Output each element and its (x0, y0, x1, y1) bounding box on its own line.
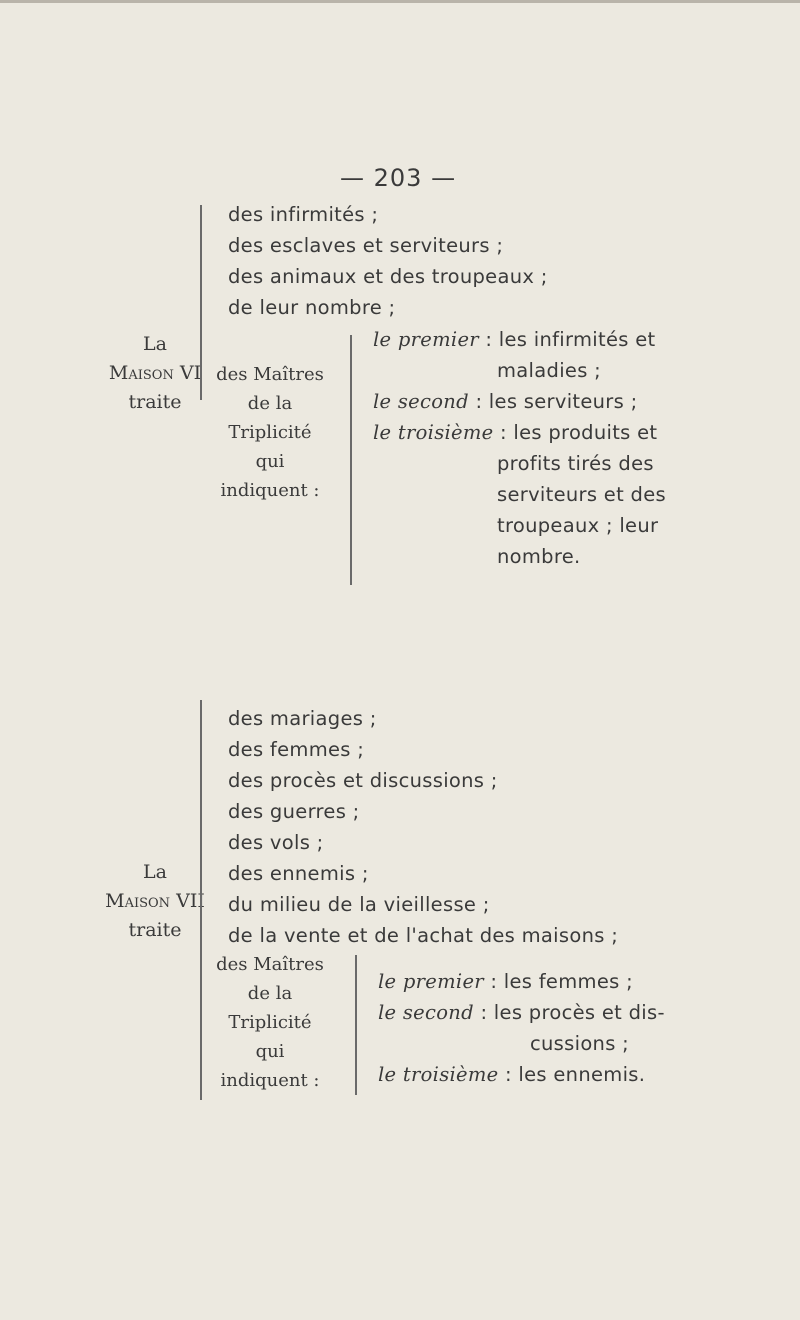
side-label-line: La (143, 861, 167, 883)
section-vi-rulers-brace (350, 335, 352, 585)
section-vii-item: des guerres ; (228, 800, 360, 823)
side-label-house: Maison VII (105, 890, 205, 912)
section-vi-item: des esclaves et serviteurs ; (228, 234, 504, 257)
section-vii-item: des ennemis ; (228, 862, 369, 885)
section-vii-ruler-second (378, 998, 665, 1028)
section-vi-ruler-continuation: maladies ; (497, 359, 602, 382)
section-vi-item: de leur nombre ; (228, 296, 396, 319)
section-vii-rulers-brace (355, 955, 357, 1095)
section-vii-ruler-first (378, 967, 633, 997)
section-vii-item: du milieu de la vieillesse ; (228, 893, 490, 916)
ruler-label: le second (378, 1001, 474, 1024)
section-vii-masters (200, 950, 340, 1095)
section-vii-item: des procès et discussions ; (228, 769, 498, 792)
section-vi-item: des animaux et des troupeaux ; (228, 265, 548, 288)
ruler-label: le premier (378, 970, 484, 993)
section-vi-masters (200, 360, 340, 505)
side-label-house: Maison VI (108, 362, 202, 384)
ruler-label: le troisième (373, 421, 494, 444)
masters-line: de la (247, 393, 293, 414)
section-vi-ruler-third (373, 418, 657, 448)
masters-line: Triplicité (228, 1012, 312, 1033)
ruler-text: : les ennemis. (505, 1063, 646, 1086)
ruler-label: le second (373, 390, 469, 413)
page-top-edge (0, 0, 800, 3)
masters-line: de la (247, 983, 293, 1004)
section-vi-ruler-continuation: profits tirés des (497, 452, 654, 475)
masters-line: des Maîtres (216, 954, 324, 975)
ruler-label: le premier (373, 328, 479, 351)
page-number: — 203 — (340, 164, 457, 192)
section-vi-ruler-second (373, 387, 637, 417)
ruler-label: le troisième (378, 1063, 499, 1086)
masters-line: indiquent : (220, 480, 320, 501)
masters-line: qui (255, 1041, 285, 1062)
ruler-text: : les femmes ; (490, 970, 633, 993)
masters-line: Triplicité (228, 422, 312, 443)
ruler-text: : les serviteurs ; (475, 390, 638, 413)
section-vii-ruler-continuation: cussions ; (530, 1032, 630, 1055)
section-vi-ruler-first (373, 325, 655, 355)
section-vi-ruler-continuation: nombre. (497, 545, 581, 568)
masters-line: des Maîtres (216, 364, 324, 385)
side-label-line: traite (128, 919, 182, 941)
masters-line: indiquent : (220, 1070, 320, 1091)
section-vii-item: des mariages ; (228, 707, 377, 730)
section-vii-item: de la vente et de l'achat des maisons ; (228, 924, 619, 947)
masters-line: qui (255, 451, 285, 472)
section-vii-ruler-third (378, 1060, 645, 1090)
section-vi-ruler-continuation: troupeaux ; leur (497, 514, 659, 537)
section-vi-item: des infirmités ; (228, 203, 379, 226)
side-label-line: traite (128, 391, 182, 413)
section-vii-item: des femmes ; (228, 738, 365, 761)
section-vii-item: des vols ; (228, 831, 324, 854)
ruler-text: : les produits et (500, 421, 658, 444)
section-vi-ruler-continuation: serviteurs et des (497, 483, 666, 506)
ruler-text: : les procès et dis- (480, 1001, 665, 1024)
ruler-text: : les infirmités et (485, 328, 656, 351)
side-label-line: La (143, 333, 167, 355)
